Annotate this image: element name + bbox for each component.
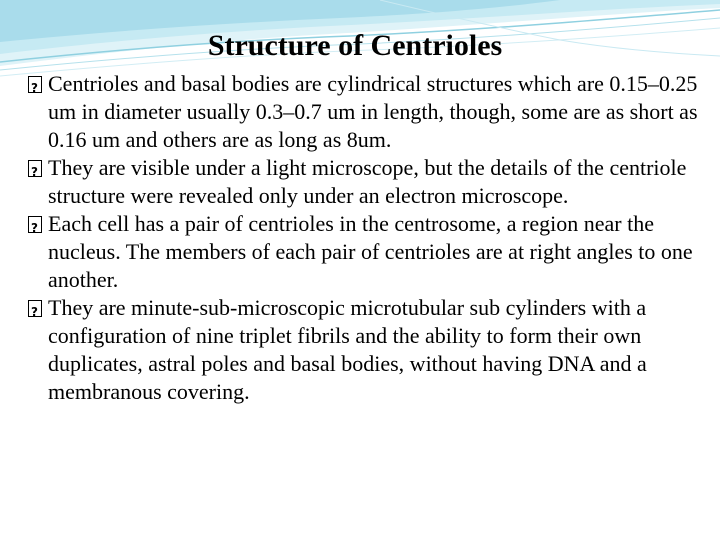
bullet-item-2 [28, 154, 700, 210]
bullet-text-1: Centrioles and basal bodies are cylindrical structures which are 0.15–0.25 um in diameter usually 0.3–0.7 um in length, though, some are as short as 0.16 um and others are as long as 8um. [48, 71, 698, 152]
missing-glyph-bullet-icon [28, 76, 42, 93]
bullet-list [28, 70, 700, 406]
bullet-text-3: Each cell has a pair of centrioles in the centrosome, a region near the nucleus. The members of each pair of centrioles are at right angles to one another. [48, 211, 693, 292]
bullet-text-2: They are visible under a light microscope, but the details of the centriole structure were revealed only under an electron microscope. [48, 155, 687, 208]
missing-glyph-bullet-icon [28, 160, 42, 177]
bullet-item-4 [28, 294, 700, 406]
bullet-text-4: They are minute-sub-microscopic microtubular sub cylinders with a configuration of nine triplet fibrils and the ability to form their own duplicates, astral poles and basal bodies, without having DNA and a membranous covering. [48, 295, 647, 404]
missing-glyph-bullet-icon [28, 216, 42, 233]
slide-title: Structure of Centrioles [207, 29, 503, 62]
missing-glyph-bullet-icon [28, 300, 42, 317]
bullet-item-3 [28, 210, 700, 294]
bullet-item-1 [28, 70, 700, 154]
